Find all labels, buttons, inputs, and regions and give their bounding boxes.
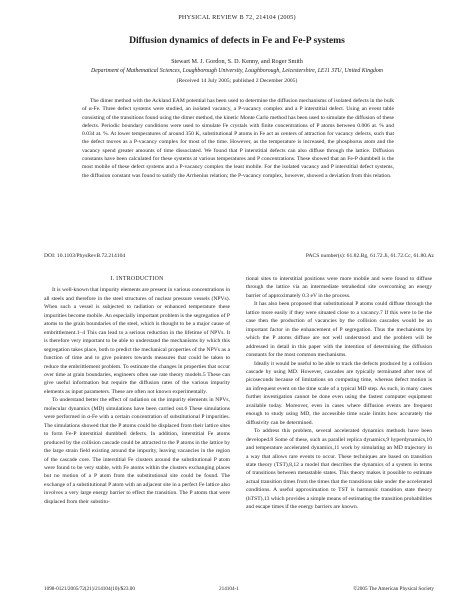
abstract xyxy=(82,97,394,180)
doi-link[interactable]: DOI: 10.1103/PhysRevB.72.214104 xyxy=(44,253,126,259)
left-column xyxy=(44,275,230,506)
footer-page-number: 214104-1 xyxy=(219,586,239,592)
footer-copyright: ©2005 The American Physical Society xyxy=(353,586,434,592)
paragraph: It has also been proposed that substitutional P atoms could diffuse through the lattice more easily if they were situated close to a vacancy.7 If this were to be the case then the production of vacancies by the collision cascades would be an important factor in the enhancement of P segregation. Thus the mechanisms by which the P atoms diffuse are not well understood and the problem will be addressed in detail in this paper with the intention of determining the diffusion constants for the most common mechanisms. xyxy=(246,301,432,359)
running-head: PHYSICAL REVIEW B 72, 214104 (2005) xyxy=(178,14,296,21)
section-heading: I. INTRODUCTION xyxy=(110,276,164,282)
right-column xyxy=(246,275,432,512)
affiliation: Department of Mathematical Sciences, Loughborough University, Loughborough, Leicestershire, LE11 3TU, United Kingdom xyxy=(91,68,383,74)
abstract-text: The dimer method with the Ackland EAM potential has been used to determine the diffusion mechanisms of isolated defects in the bulk of α-Fe. Three defect systems were studied, an isolated vacancy, a P-vacancy complex and a P interstitial defect. Using an event table consisting of the transitions found using the dimer method, the kinetic Monte Carlo method has been used to simulate the diffusion of these defects. Periodic boundary conditions were used to simulate Fe crystals with finite concentrations of P atoms between 0.006 at. % and 0.034 at. %. At lower temperatures of around 350 K, substitutional P atoms in Fe act as centers of attraction for vacancy defects, such that the defect moves as a P-vacancy complex for most of the time. However, as the temperature is increased, the phosphorus atom and the vacancy spend greater amounts of time dissociated. We found that P interstitial defects can also diffuse through the lattice. Diffusion constants have been calculated for these systems at various temperatures and P concentrations. These showed that an Fe-P dumbbell is the most mobile of these defect systems and a P-vacancy complex the least mobile. For the isolated vacancy and P interstitial defect systems, the diffusion constant was found to satisfy the Arrhenius relation; the P-vacancy complex, however, showed a deviation from this relation. xyxy=(82,98,395,179)
paragraph: Ideally it would be useful to be able to track the defects produced by a collision cascade by using MD. However, cascades are typically terminated after tens of picoseconds because of limitations on computing time, whereas defect motion is an infrequent event on the time scale of a typical MD step. As such, in many cases further investigation cannot be done even using the fastest computer equipment available today. Moreover, even in cases where diffusion events are frequent enough to study using MD, the accessible time scale limits how accurately the diffusivity can be determined. xyxy=(246,360,432,426)
article-title: Diffusion dynamics of defects in Fe and Fe-P systems xyxy=(129,35,345,46)
received-dates: (Received 14 July 2005; published 2 December 2005) xyxy=(176,78,298,84)
pacs-numbers: PACS number(s): 61.82.Bg, 61.72.Ji, 61.72.Cc, 61.80.Az xyxy=(305,253,434,259)
author-list: Stewart M. J. Gordon, S. D. Kenny, and Roger Smith xyxy=(171,58,303,65)
paragraph: tional sites to interstitial positions were more mobile and were found to diffuse through the lattice via an intermediate tetrahedral site overcoming an energy barrier of approximately 0.3 eV in the process. xyxy=(246,276,432,299)
paragraph: To address this problem, several accelerated dynamics methods have been developed.8 Some of these, such as parallel replica dynamics,9 hyperdynamics,10 and temperature accelerated dynamics,11 work by simulating an MD trajectory in a way that allows rare events to occur. These techniques are based on transition state theory (TST),8,12 a model that describes the dynamics of a system in terms of transitions between metastable states. This theory makes it possible to estimate actual transition times from the times that the transitions take under the accelerated conditions. A useful approximation to TST is harmonic transition state theory (hTST),13 which provides a simple means of estimating the transition probabilities and escape times if the energy barriers are known. xyxy=(246,428,432,511)
paragraph: It is well-known that impurity elements are present in various concentrations in all steels and therefore in the steel structures of nuclear pressure vessels (NPVs). When such a vessel is subjected to radiation or enhanced temperature these impurities become mobile. An especially important problem is the segregation of P atoms to the grain boundaries of the steel, which is thought to be a major cause of embrittlement.1–4 This can lead to a serious reduction in the lifetime of NPVs. It is therefore very important to be able to understand the mechanisms by which this segregation takes place, both to predict the mechanical properties of the NPVs as a function of time and to give pointers towards measures that could be taken to reduce the embrittlement problem. To estimate the changes in properties that occur over time at grain boundaries, engineers often use rate theory models.5 These can give useful information but require the diffusion rates of the various impurity elements as input parameters. These are often not known experimentally. xyxy=(44,287,230,395)
footer-issn: 1098-0121/2005/72(21)/214104(10)/$23.00 xyxy=(44,586,135,592)
paragraph: To understand better the effect of radiation on the impurity elements in NPVs, molecular dynamics (MD) simulations have been carried out.6 These simulations were performed in α-Fe with a certain concentration of substitutional P impurities. The simulations showed that the P atoms could be displaced from their lattice sites to form Fe-P interstitial dumbbell defects. In addition, interstitial Fe atoms produced by the collision cascade could be attracted to the P atoms in the lattice by the large strain field existing around the impurity, leaving vacancies in the region of the cascade core. The interstitial Fe clusters around the substitutional P atom were found to be very stable, with Fe atoms within the clusters exchanging places but no motion of a P atom from the substitutional site could be found. The exchange of a substitutional P atom with an adjacent site in a perfect Fe lattice also involves a very large energy barrier to effect the transition. The P atoms that were displaced from their substitu- xyxy=(44,397,230,505)
